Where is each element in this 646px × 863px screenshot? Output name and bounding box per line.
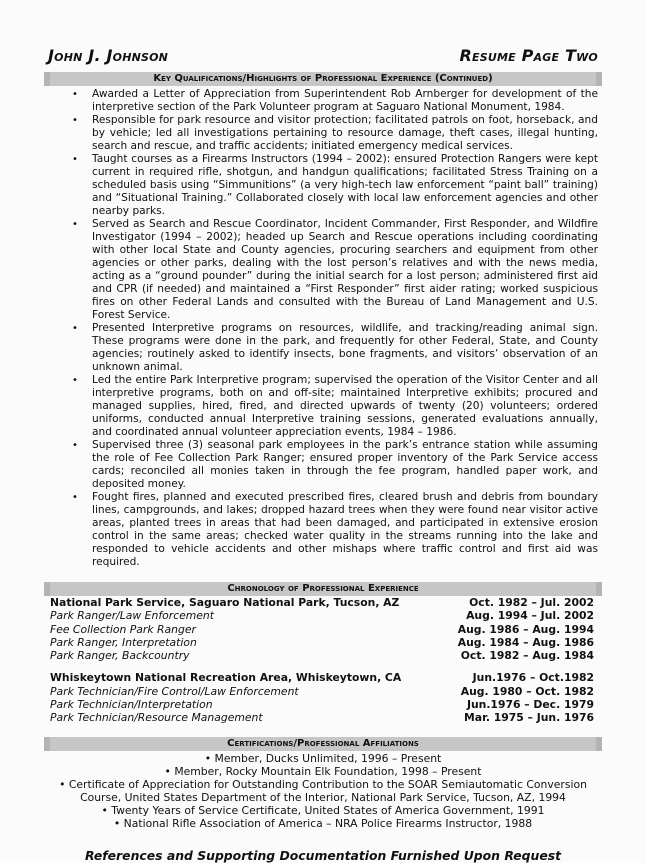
qualification-text: Responsible for park resource and visitor protection; facilitated patrols on foot, horseback, and by vehicle; led all investigations pertaining to resource damage, theft cases, illegal hunting, search and rescue, and traffic accidents; initiated emergency medical services. [92, 114, 598, 152]
role-dates: Oct. 1982 – Aug. 1984 [460, 649, 594, 663]
role-title: Park Technician/Fire Control/Law Enforcement [50, 684, 299, 698]
employer-group [44, 671, 602, 724]
bullet-icon: • [72, 492, 78, 503]
chronology-section [44, 582, 602, 725]
qualification-item [44, 218, 602, 322]
candidate-name: John J. Johnson [48, 46, 169, 65]
qualification-text: Presented Interpretive programs on resources, wildlife, and tracking/reading animal sign. These programs were done in the park, and frequently for other Federal, State, and County agencies; routinely asked to identify insects, bone fragments, and visitors’ observation of an unknown animal. [92, 322, 598, 373]
bullet-icon: • [72, 440, 78, 451]
role-row [44, 698, 602, 711]
resume-header [44, 46, 602, 72]
references-note: References and Supporting Documentation Furnished Upon Request [84, 847, 562, 863]
qualification-item [44, 88, 602, 114]
role-title: Fee Collection Park Ranger [50, 622, 196, 636]
qualification-item [44, 374, 602, 439]
role-row [44, 636, 602, 649]
certifications-section-title: Certifications/Professional Affiliations [44, 737, 602, 751]
role-dates: Aug. 1986 – Aug. 1994 [457, 622, 594, 636]
qualification-item [44, 439, 602, 491]
qualification-text: Served as Search and Rescue Coordinator, Incident Commander, First Responder, and Wildfire Investigator (1994 – 2002); headed up Search and Rescue operations including coordinating with other local State and County agencies, procuring searchers and equipment from other agencies or other parks, dealing with the lost person’s relatives and with the news media, acting as a “ground pounder” during the initial search for a lost person; administered first aid and CPR (if needed) and maintained a “First Responder” first aider rating; worked suspicious fires on other Federal Lands and consulted with the Bureau of Land Management and U.S. Forest Service. [92, 218, 598, 321]
certification-item: • Member, Ducks Unlimited, 1996 – Present [204, 751, 442, 765]
role-dates: Aug. 1980 – Oct. 1982 [460, 684, 594, 698]
qualification-item [44, 153, 602, 218]
certification-item: • Twenty Years of Service Certificate, United States of America Government, 1991 [101, 803, 545, 817]
certification-item: • Certificate of Appreciation for Outstanding Contribution to the SOAR Semiautomatic Conversion Course, United States Department of the Interior, National Park Service, Tucson, AZ, 1994 [59, 777, 587, 804]
role-row [44, 649, 602, 662]
employer-dates: Oct. 1982 – Jul. 2002 [469, 596, 594, 609]
role-row [44, 711, 602, 724]
certifications-section [44, 737, 602, 830]
role-title: Park Ranger, Interpretation [50, 635, 197, 649]
certification-item: • National Rifle Association of America – NRA Police Firearms Instructor, 1988 [113, 816, 533, 830]
role-title: Park Ranger/Law Enforcement [50, 609, 215, 623]
role-dates: Jun.1976 – Dec. 1979 [466, 698, 594, 712]
resume-page [44, 46, 602, 863]
bullet-icon: • [72, 219, 78, 230]
certification-item: • Member, Rocky Mountain Elk Foundation, 1998 – Present [164, 764, 482, 778]
role-title: Park Ranger, Backcountry [50, 649, 190, 663]
role-row [44, 623, 602, 636]
bullet-icon: • [72, 375, 78, 386]
employer-name: Whiskeytown National Recreation Area, Whiskeytown, CA [50, 671, 402, 685]
qualification-text: Awarded a Letter of Appreciation from Superintendent Rob Arnberger for development of the interpretive section of the Park Volunteer program at Saguaro National Monument, 1984. [92, 88, 598, 113]
role-dates: Aug. 1984 – Aug. 1986 [457, 635, 594, 649]
qualification-item [44, 114, 602, 153]
qualification-text: Supervised three (3) seasonal park employees in the park’s entrance station while assuming the role of Fee Collection Park Ranger; ensured proper inventory of the Park Service access cards; reconciled all monies taken in through the fee program, handled paper work, and deposited money. [92, 439, 598, 490]
qualification-text: Fought fires, planned and executed prescribed fires, cleared brush and debris from boundary lines, campgrounds, and lakes; dropped hazard trees when they were found near visitor active areas, planted trees in areas that had been damaged, and participated in extensive erosion control in the same areas; checked water quality in the streams running into the lake and responded to vehicle accidents and other mishaps where traffic control and first aid was required. [92, 491, 598, 568]
employer-dates: Jun.1976 – Oct.1982 [472, 671, 594, 685]
role-title: Park Technician/Interpretation [50, 698, 213, 712]
qualification-text: Led the entire Park Interpretive program; supervised the operation of the Visitor Center and all interpretive programs, both on and off-site; maintained Interpretive exhibits; procured and managed supplies, hired, fired, and directed upwards of twenty (20) volunteers; ordered uniforms, conducted annual Interpretive training sessions, generated evaluations annually, and coordinated annual volunteer appreciation events, 1984 – 1986. [92, 374, 598, 438]
role-row [44, 609, 602, 622]
qualifications-section-title: Key Qualifications/Highlights of Professional Experience (Continued) [44, 72, 602, 86]
employer-row [44, 596, 602, 609]
qualifications-list [44, 88, 602, 569]
qualification-text: Taught courses as a Firearms Instructors (1994 – 2002): ensured Protection Rangers were kept current in required rifle, shotgun, and handgun qualifications; facilitated Stress Training on a scheduled basis using “Simmunitions” (a very high-tech law enforcement “paint ball” training) and “Situational Training.” Collaborated closely with local law enforcement agencies and other nearby parks. [92, 153, 598, 217]
bullet-icon: • [72, 89, 78, 100]
qualification-item [44, 322, 602, 374]
qualification-item [44, 491, 602, 569]
certifications-list [44, 752, 602, 830]
bullet-icon: • [72, 115, 78, 126]
role-dates: Mar. 1975 – Jun. 1976 [464, 711, 594, 725]
bullet-icon: • [72, 323, 78, 334]
role-row [44, 685, 602, 698]
employer-row [44, 671, 602, 684]
employer-group [44, 596, 602, 662]
employer-name: National Park Service, Saguaro National Park, Tucson, AZ [50, 596, 400, 609]
bullet-icon: • [72, 154, 78, 165]
role-dates: Aug. 1994 – Jul. 2002 [466, 609, 594, 623]
chronology-section-title: Chronology of Professional Experience [44, 582, 602, 596]
role-title: Park Technician/Resource Management [50, 711, 263, 725]
page-label: Resume Page Two [459, 46, 598, 65]
